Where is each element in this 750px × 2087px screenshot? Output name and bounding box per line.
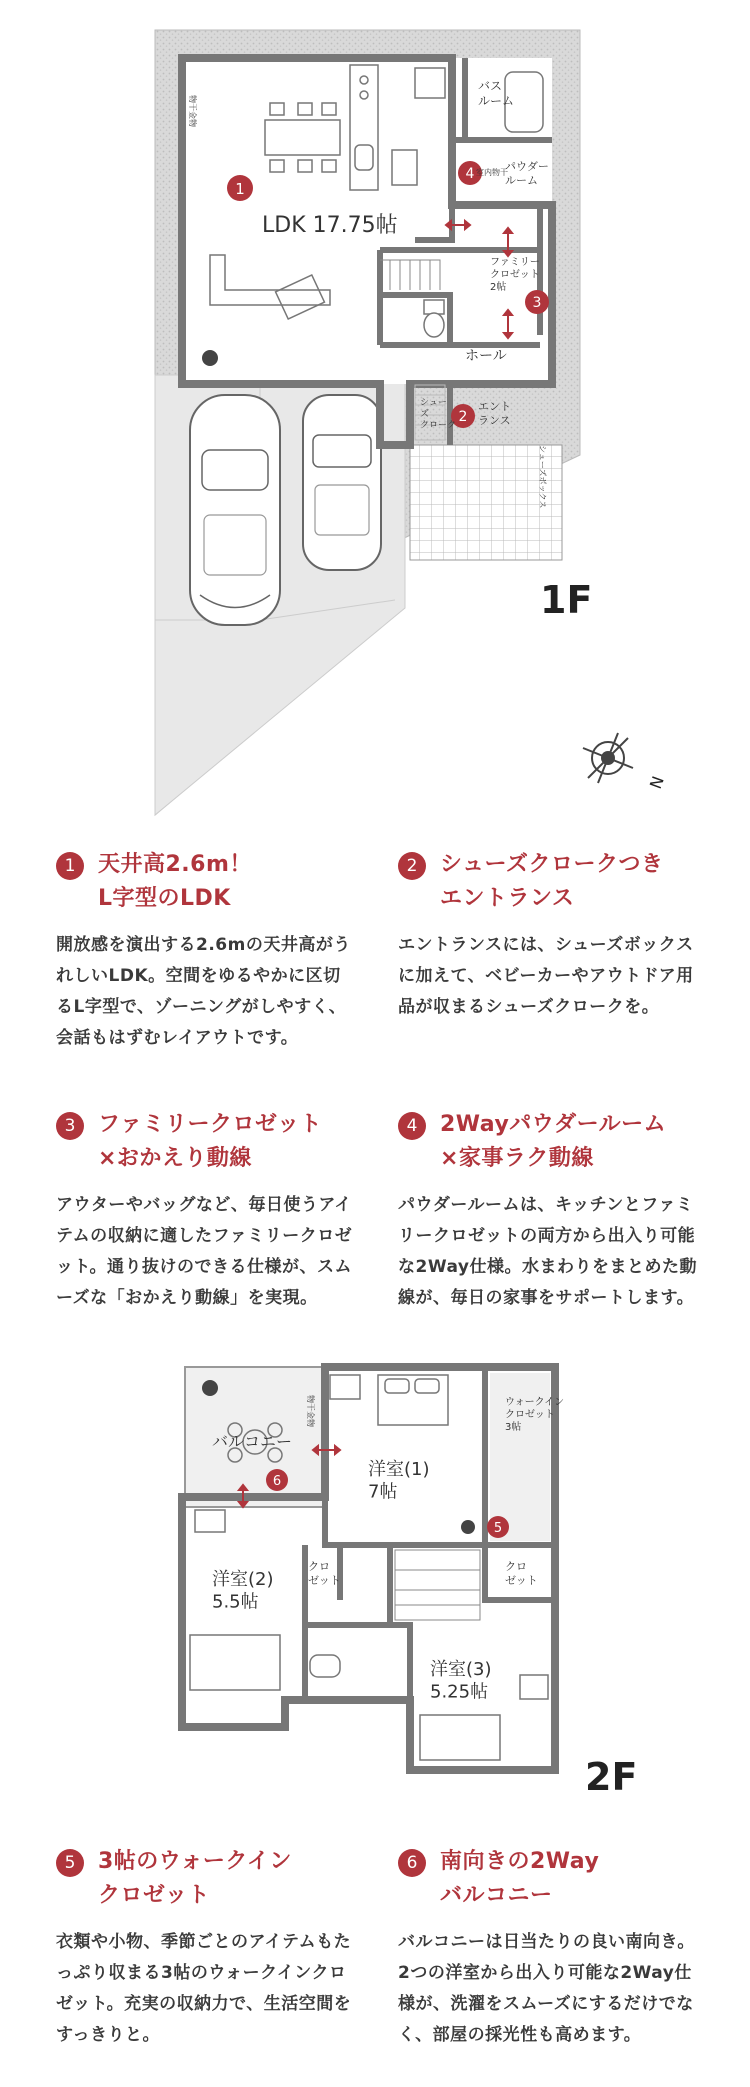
svg-text:6: 6 bbox=[272, 1474, 282, 1489]
feature-desc: バルコニーは日当たりの良い南向き。2つの洋室から出入り可能な2Way仕様が、洗濯をスムーズにするだけでなく、部屋の採光性も高めます。 bbox=[398, 1932, 695, 2045]
feature-desc: パウダールームは、キッチンとファミリークロゼットの両方から出入り可能な2Way仕様。水まわりをまとめた動線が、毎日の家事をサポートします。 bbox=[398, 1195, 698, 1308]
plant-icon bbox=[202, 1380, 218, 1396]
feature-number: 6 bbox=[398, 1849, 426, 1877]
room-powder: パウダールーム bbox=[505, 160, 549, 187]
feature-title: 南向きの2Way バルコニー bbox=[440, 1849, 600, 1908]
room-closet-a: クロゼット bbox=[308, 1560, 341, 1587]
room-shoe-box: シューズボックス bbox=[538, 445, 547, 509]
compass-icon bbox=[583, 733, 668, 791]
room-entrance: エントランス bbox=[478, 400, 511, 427]
feature-number: 5 bbox=[56, 1849, 84, 1877]
feature-6 bbox=[398, 1845, 698, 2051]
feature-title: 2Wayパウダールーム ×家事ラク動線 bbox=[440, 1112, 667, 1171]
svg-text:2: 2 bbox=[458, 409, 468, 425]
plant-icon bbox=[461, 1520, 475, 1534]
floor2-plan bbox=[0, 1355, 750, 1815]
room-ldk: LDK 17.75帖 bbox=[262, 213, 398, 238]
bed-icon bbox=[420, 1715, 500, 1760]
feature-title: シューズクロークつき エントランス bbox=[440, 852, 664, 911]
storage-in-label: 室内物干 bbox=[476, 168, 508, 177]
feature-desc: 開放感を演出する2.6mの天井高がうれしいLDK。空間をゆるやかに区切るL字型で、ゾーニングがしやすく、会話もはずむレイアウトです。 bbox=[56, 935, 351, 1048]
monohoshi-2f: 物干金物 bbox=[306, 1395, 315, 1427]
svg-text:1: 1 bbox=[235, 180, 245, 198]
feature-4 bbox=[398, 1108, 698, 1314]
marker-1 bbox=[227, 175, 253, 201]
room-bath: バスルーム bbox=[478, 79, 515, 108]
feature-desc: アウターやバッグなど、毎日使うアイテムの収納に適したファミリークロゼット。通り抜けのできる仕様が、スムーズな「おかえり動線」を実現。 bbox=[56, 1195, 353, 1308]
room-bedroom2: 洋室(2) 5.5帖 bbox=[212, 1569, 274, 1613]
room-bedroom3: 洋室(3) 5.25帖 bbox=[430, 1659, 492, 1703]
bed-icon bbox=[190, 1635, 280, 1690]
feature-number: 3 bbox=[56, 1112, 84, 1140]
room-bedroom1: 洋室(1) 7帖 bbox=[368, 1459, 430, 1503]
feature-desc: エントランスには、シューズボックスに加えて、ベビーカーやアウトドア用品が収まるシューズクロークを。 bbox=[398, 935, 694, 1017]
marker-6 bbox=[266, 1469, 288, 1491]
feature-3 bbox=[56, 1108, 356, 1314]
plant-icon bbox=[202, 350, 218, 366]
bed-icon bbox=[378, 1375, 448, 1425]
floor2-label: 2F bbox=[585, 1755, 638, 1799]
room-family-closet: ファミリークロゼット 2帖 bbox=[490, 257, 540, 293]
room-shoe-cloak: シューズクローク bbox=[420, 398, 457, 431]
room-hall: ホール bbox=[465, 348, 507, 364]
marker-5 bbox=[487, 1516, 509, 1538]
svg-text:5: 5 bbox=[493, 1521, 503, 1536]
feature-1 bbox=[56, 848, 356, 1054]
car-icon bbox=[303, 395, 381, 570]
monohoshi-1f: 物干金物 bbox=[188, 95, 197, 127]
feature-5 bbox=[56, 1845, 356, 2051]
car-icon bbox=[190, 395, 280, 625]
floor1-plan bbox=[0, 0, 750, 820]
svg-text:4: 4 bbox=[465, 166, 475, 182]
floor1-label: 1F bbox=[540, 578, 593, 622]
feature-number: 2 bbox=[398, 852, 426, 880]
marker-3 bbox=[525, 290, 549, 314]
feature-2 bbox=[398, 848, 698, 1023]
compass-north: N bbox=[645, 773, 668, 792]
feature-number: 4 bbox=[398, 1112, 426, 1140]
svg-text:3: 3 bbox=[532, 295, 542, 311]
room-closet-b: クロゼット bbox=[505, 1560, 538, 1587]
feature-number: 1 bbox=[56, 852, 84, 880]
feature-desc: 衣類や小物、季節ごとのアイテムもたっぷり収まる3帖のウォークインクロゼット。充実の収納力で、生活空間をすっきりと。 bbox=[56, 1932, 352, 2045]
room-walkin: ウォークインクロゼット 3帖 bbox=[505, 1397, 565, 1433]
feature-title: ファミリークロゼット ×おかえり動線 bbox=[98, 1112, 323, 1171]
feature-title: 天井高2.6m！ L字型のLDK bbox=[98, 852, 252, 911]
feature-title: 3帖のウォークイン クロゼット bbox=[98, 1849, 292, 1908]
room-balcony: バルコニー bbox=[212, 1432, 293, 1451]
